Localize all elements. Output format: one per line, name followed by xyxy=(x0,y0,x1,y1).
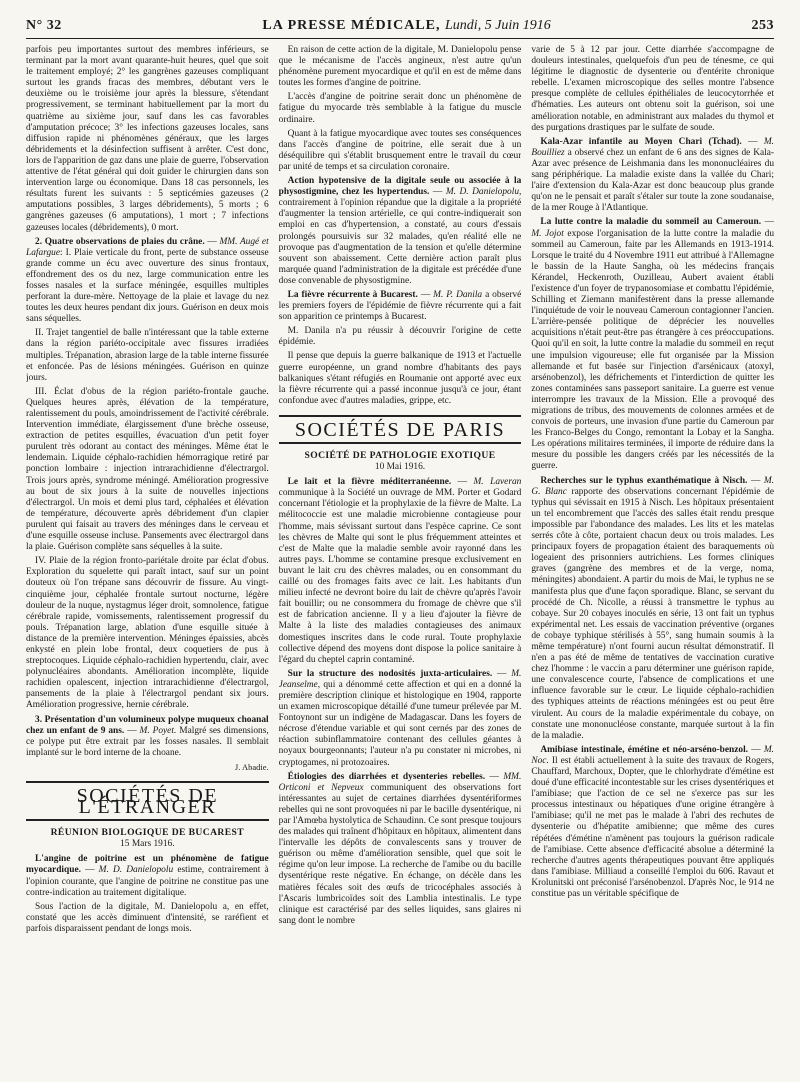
column-2 xyxy=(279,45,522,1075)
page-number: N° 32 xyxy=(26,18,62,33)
paragraph: Quant à la fatigue myocardique avec toutes ses conséquences dans l'accès d'angine de poitrine, elle serait due à un déséquilibre qui s'établit brusquement entre le travail du cœur par unité de temps et sa circulation coronaire. xyxy=(278,128,522,172)
paragraph: L'accès d'angine de poitrine serait donc un phénomène de fatigue du myocarde très semblable à la fatigue du muscle ordinaire. xyxy=(278,92,522,125)
paragraph: parfois peu importantes surtout des membres inférieurs, se terminant par la mort avant quarante-huit heures, quel que soit le traitement employé; 2° les gangrènes gazeuses compliquant surtout les grands fracas des membres, débutant vers le deuxième ou le troisième jour après la blessure, s'étendant progressivement, se terminant habituellement par la mort du quatrième au sixième jour, sauf dans les cas favorables d'amputation précoce; 3° les infections gazeuses locales, sans diffusion rapide ni phénomènes généraux, que les larges débridements et la désinfection suffisent à arrêter. C'est donc, lors de l'apparition de gaz dans une plaie de guerre, l'observation attentive de l'état général qui doit guider le chirurgien dans son intervention large ou économique. Dans 18 cas personnels, les résultats furent les suivants : 5 septicémies gazeuses (2 amputations possibles, 3 larges débridements), 5 morts ; 6 gangrènes gazeuses (6 amputations), 1 mort ; 7 infections gazeuses locales (débridements), 0 mort. xyxy=(26,45,269,233)
item-title: Action hypotensive de la digitale seule ou associée à la physostigmine, chez les hypertendus. xyxy=(278,176,522,198)
item-text: rapporte des observations concernant l'épidémie de typhus qui sévissait en 1915 à Nisch. Les hôpitaux présentaient un tel encombrement que l'accès des salles était rendu presque impossible par l'abondance des malades. Les lits et les matelas serrés côte à côte, portaient chacun deux ou trois malades. Les principaux foyers de propagation étaient des baraquements où logeaient des prisonniers autrichiens. Les formes cliniques graves (gangrène des membres et de la verge, noma, méningites) abondaient. A partir du mois de Mai, le typhus ne se manifesta plus que d'une façon sporadique. Blanc, se servant du procédé de Ch. Nicolle, a réussi à transmettre le typhus au cobaye. Sur 20 cobayes inoculés en série, 13 ont fait un typhus expérimental net. Les essais de vaccination préventive (organes de cobaye typhique stérilisés à 55°, sang humain soumis à la même température) n'ont fourni aucun résultat démonstratif. Il n'en a pas été de même de tentatives de vaccination curative chez l'homme : le vaccin a paru déterminer une guérison rapide, une convalescence courte, l'absence de complications et une influence favorable sur le cœur. Le liquide céphalo-rachidien des typhiques atteints de réactions méningées est ou peut être virulent. Au cours de la maladie expérimentale du cobaye, on constate une mononucléose constante, marquée surtout à la fin de la maladie. xyxy=(531,486,774,741)
society-name: SOCIÉTÉ DE PATHOLOGIE EXOTIQUE xyxy=(304,450,496,461)
item-title: La lutte contre la maladie du sommeil au Cameroun. xyxy=(540,217,762,228)
society-name: RÉUNION BIOLOGIQUE DE BUCAREST xyxy=(50,827,245,839)
item-author: M. Poyet. xyxy=(139,725,177,736)
item-text: , contrairement à l'opinion répandue que la digitale a la propriété d'augmenter la tension artérielle, ce qui contre-indiquerait son emploi en cas d'hypertension, a constaté, au cours d'essais prolongés poursuivis sur 32 malades, qu'en réalité elle ne provoque pas d'augmentation de la tension et qu'elle détermine souvent son abaissement. Cette dernière action paraît plus marquée quand l'administration de la digitale est précédée d'une dose convenable de physostigmine. xyxy=(278,187,522,286)
item-diarrhea: Étiologies des diarrhées et dysenteries rebelles. — MM. Orticoni et Nepveux communiquent des observations fort intéressantes au sujet de certaines diarrhées dysentériformes rebelles qui ne sont provoquées ni par le bacille dysentérique, ni par l'Amœba hystolytica de Schaudinn. Ce sont presque toujours des malades qui traînent d'hôpitaux en hôpitaux, alimentent dans l'intervalle les dépôts de convalescents sans y trouver de guérison ou même d'amélioration sensible, quel que soit le régime qu'on leur impose. La recherche de l'amibe ou du bacille dysentérique reste négative. En échange, on décèle dans les matières fécales soit des œufs de tricocéphales associés à l'Ascaris lumbricoïdes soit des Lamblia intestinalis. Le type clinique est caractérisé par des selles liquides, sans glaires ni sang dont le nombre xyxy=(278,771,522,926)
paragraph: IV. Plaie de la région fronto-pariétale droite par éclat d'obus. Exploration du squelette qui paraît intact, sauf sur un point douteux où l'on trépane sans découvrir de fissure. Au vingt-cinquième jour, céphalée frontale surtout nocturne, légère douleur de la nuque, nystagmus léger droit, somnolence, fatigue cérébrale rapide, vomissements, ralentissement progressif du pouls. Trépanation large, ablation d'une esquille située à distance de la première intervention. Méninges épaissies, abcès enkysté en plein lobe frontal, deux coquetiers de pus à streptocoques. Liquide céphalo-rachidien hypertendu, clair, avec polynucléaires abondants. Amélioration incomplète, liquide rachidien opalescent, injection intrarachidienne d'électrargol, pansements de la plaie à l'électrargol pendant six jours. Amélioration progressive, hernie cérébrale. xyxy=(26,556,269,711)
item-relapsing-fever: La fièvre récurrente à Bucarest. — M. P. Danila a observé les premiers foyers de l'épidémie de fièvre récurrente qui a fait son apparition ce printemps à Bucarest. xyxy=(278,289,522,323)
item-title: Sur la structure des nodosités juxta-articulaires. xyxy=(287,668,493,679)
item-text: Il est établi actuellement à la suite des travaux de Rogers, Chauffard, Marchoux, Dopter, que le chlorhydrate d'émétine est doué d'une efficacité incontestable sur les crises dysentériques et l'amibiase; que l'action de ce sel ne s'exerce pas sur les processus intestinaux ou hépatiques d'une origine étrangère à l'amibiase; qu'il ne met pas le malade à l'abri des rechutes de dysenterie ou d'hépatite amibienne; que même des cures répétées d'émétine n'amènent pas toujours la guérison radicale de l'amibiase. Cette absence d'efficacité absolue a déterminé la recherche d'autres agents thérapeutiques pouvant être appliqués dans l'amibiase. Milliaud a conseillé l'emploi du 606. Ravaut et Krolunitski ont préconisé l'arsénobenzol. D'après Noc, le 914 ne constitue pas un véritable spécifique de xyxy=(531,755,774,900)
item-skull-wounds: 2. Quatre observations de plaies du crâne. — MM. Augé et Lafargue: I. Plaie verticale du front, perte de substance osseuse grande comme un écu avec ouverture des sinus frontaux, effondrement des os du nez, large communication entre les fosses nasales et la surface méningée, esquilles multiples perforant la dure-mère. Nettoyage de la plaie et lavage du nez toutes les deux heures pendant dix jours. Guérison en deux mois sans séquelles. xyxy=(26,236,269,325)
item-title: L'angine de poitrine est un phénomène de fatigue myocardique. xyxy=(26,854,269,876)
item-polyp: 3. Présentation d'un volumineux polype muqueux choanal chez un enfant de 9 ans. — M. Poyet. Malgré ses dimensions, ce polype put être extrait par les fosses nasales. Il semblait implanté sur le bord interne de la choane. xyxy=(26,714,269,758)
item-angina: L'angine de poitrine est un phénomène de fatigue myocardique. — M. D. Danielopolu estime, contrairement à l'opinion courante, que l'angine de poitrine ne constitue pas une contre-indication au traitement digitalique. xyxy=(26,854,269,898)
item-sleeping-sickness: La lutte contre la maladie du sommeil au Cameroun. — M. Jojot expose l'organisation de la lutte contre la maladie du sommeil au Cameroun, faite par les Allemands en 1913-1914. Lorsque le traité du 4 Novembre 1911 eut attribué à l'Allemagne le bassin de la Haute Sangha, où les médecins français Kérandel, Heckenroth, Ouzilleau, Aubert avaient établi l'existence d'un foyer de trypanosomiase et combattu l'épidémie, Schilling et Ziemann manifestèrent dans la presse allemande l'inquiétude de voir le nouveau Cameroun contagionner l'ancien. L'arrière-pensée politique de déprécier les nouvelles acquisitions n'était peut-être pas étrangère à ces préoccupations. Quoi qu'il en soit, la lutte contre la maladie du sommeil en reçut une impulsion vigoureuse; elle fut organisée par la Mission allemande et fut basée sur l'injection d'arsénicaux (atoxyl, arsénobenzol), les défrichements et l'interdiction de quitter les zones contaminées sans passeport sanitaire. La guerre est venue interrompre les travaux de la Mission. Elle a provoqué des migrations de tribus, des mouvements de colonnes armées et de convois de porteurs, une invasion d'une partie du Cameroun par les Franco-Belges du Congo, remontant la Lobay et la Sangha. Les opérations militaires terminées, il importe de réduire dans la mesure du possible les dangers créés par les nécessités de la guerre. xyxy=(531,217,774,472)
item-title: Le lait et la fièvre méditerranéenne. xyxy=(287,477,452,488)
column-1 xyxy=(26,45,269,1075)
paragraph: III. Éclat d'obus de la région pariéto-frontale gauche. Quelques heures après, élévation de la température, ralentissement du pouls, amoindrissement de l'activité cérébrale. Intervention immédiate, élargissement d'une brèche osseuse, extraction de petites esquilles, évacuation d'un petit foyer purulent très odorant au contact des méninges. Même état le lendemain. Liquide céphalo-rachidien hémorragique retiré par ponction lombaire : injection intrarachidienne d'électrargol. Trois jours après, syndrome méningé. Amélioration progressive au bout de six jours à la suite de nouvelles injections d'électrargol. Un mois et demi plus tard, céphalées et élévation de température, découverte après débridement d'un clapier purulent qui faisait au travers des méninges dans le cerveau et d'une esquille osseuse incluse. Pansements avec électrargol dans la plaie. Guérison complète sans séquelles à la suite. xyxy=(26,386,269,553)
item-nodosities: Sur la structure des nodosités juxta-articulaires. — M. Jeanselme, qui a dénommé cette affection et qui en a donné la première description clinique et histologique en 1904, rapporte un examen microscopique détaillé d'une tumeur prélevée par M. Fontoynont sur un indigène de Madagascar. Dans les foyers de nécrose d'étendue variable et qui sont cernés par des zones de réaction subinflammatoire contenant des cellules géantes à noyaux bourgeonnants; l'auteur n'a pu constater ni microbes, ni cryptogames, ni protozoaires. xyxy=(278,668,522,768)
paragraph: M. Danila n'a pu réussir à découvrir l'origine de cette épidémie. xyxy=(278,326,522,348)
section-title: SOCIÉTÉS DE L'ÉTRANGER xyxy=(26,781,269,821)
column-3 xyxy=(531,45,774,1075)
society-date: 15 Mars 1916. xyxy=(120,839,175,850)
item-title: Étiologies des diarrhées et dysenteries rebelles. xyxy=(287,771,486,782)
item-author: M. Jojot xyxy=(531,228,564,239)
page-header xyxy=(26,18,774,39)
item-author: M. D. Danielopolu xyxy=(98,865,174,876)
paragraph: Il pense que depuis la guerre balkanique de 1913 et l'actuelle guerre européenne, un grand nombre d'habitants des pays balkaniques s'étant réfugiés en Roumanie ont apporté avec eux la fièvre récurrente qui a passé inconnue jusqu'à ce jour, étant confondue avec d'autres maladies, grippe, etc. xyxy=(278,351,522,406)
item-text: communique à la Société un ouvrage de MM. Porter et Godard concernant l'étiologie et la prophylaxie de la fièvre de Malte. La mélitococcie est une maladie microbienne contagieuse pour l'homme, mais sévissant surtout dans l'espèce caprine. Ce sont les chèvres de Malte qui sont le plus fréquemment atteintes et c'est de Malte que la maladie semble avoir rayonné dans les autres pays. L'homme se contamine presque exclusivement en buvant le lait cru des chèvres malades, ou en consommant du caillé ou des fromages faits avec ce lait. Les habitants d'un milieu infecté ne devront boire du lait de chèvre qu'après l'avoir fait bouillir; ou ne consommera du fromage de chèvre que s'il est de fabrication ancienne. Il y a lieu d'ajouter la fièvre de Malte à la liste des maladies contagieuses des animaux domestiques inscrites dans le code rural. Toute prophylaxie collective dépend des moyens dont dispose la police sanitaire à l'égard du cheptel caprin contaminé. xyxy=(278,488,522,665)
item-text: a observé chez un enfant de 6 ans des signes de Kala-Azar avec présence de Leishmania dans les mononucléaires du sang périphérique. La maladie existe dans la vallée du Chari; l'aire d'extension du Kala-Azar est donc beaucoup plus grande qu'on ne le pensait et paraît s'étaler sur toute la zone soudanaise, de la mer Rouge à l'Atlantique. xyxy=(531,147,774,214)
item-author: MM. Augé et Lafargue xyxy=(26,236,269,258)
item-author: M. Bouilliez xyxy=(531,136,774,158)
item-milk-fever: Le lait et la fièvre méditerranéenne. — M. Laveran communique à la Société un ouvrage de MM. Porter et Godard concernant l'étiologie et la prophylaxie de la fièvre de Malte. La mélitococcie est une maladie microbienne contagieuse pour l'homme, mais sévissant surtout dans l'espèce caprine. Ce sont les chèvres de Malte qui sont le plus fréquemment atteintes et c'est de Malte que la maladie semble avoir rayonné dans les autres pays. L'homme se contamine presque exclusivement en buvant le lait cru des chèvres malades, ou en consommant du caillé ou des fromages faits avec ce lait. Les habitants d'un milieu infecté ne devront boire du lait de chèvre qu'après l'avoir fait bouillir; ou ne consommera du fromage de chèvre que s'il est de fabrication ancienne. Il y a lieu d'ajouter la fièvre de Malte à la liste des maladies contagieuses des animaux domestiques inscrites dans le code rural. Toute prophylaxie collective dépend des moyens dont dispose la police sanitaire à l'égard du cheptel caprin contaminé. xyxy=(278,477,522,665)
paragraph: Sous l'action de la digitale, M. Danielopolu a, en effet, constaté que les accès diminuent d'intensité, se raréfient et parfois disparaissent pendant de longs mois. xyxy=(26,901,269,934)
item-author: MM. Orticoni et Nepveux xyxy=(278,771,522,793)
item-text: : I. Plaie verticale du front, perte de substance osseuse grande comme un écu avec ouverture des sinus frontaux, effondrement des os du nez, large communication entre les fosses nasales et la surface méningée, esquilles multiples perforant la dure-mère. Nettoyage de la plaie et lavage du nez toutes les deux heures pendant dix jours. Guérison en deux mois sans séquelles. xyxy=(26,247,269,325)
item-text: , qui a dénommé cette affection et qui en a donné la première description clinique et histologique en 1904, rapporte un examen microscopique détaillé d'une tumeur prélevée par M. Fontoynont sur un indigène de Madagascar. Dans les foyers de nécrose d'étendue variable et qui sont cernés par des zones de réaction subinflammatoire contenant des cellules géantes à noyaux bourgeonnants; l'auteur n'a pu constater ni microbes, ni cryptogames, ni protozoaires. xyxy=(278,679,522,768)
item-text: expose l'organisation de la lutte contre la maladie du sommeil au Cameroun, faite par les Allemands en 1913-1914. Lorsque le traité du 4 Novembre 1911 eut attribué à l'Allemagne le bassin de la Haute Sangha, où les médecins français Kérandel, Heckenroth, Ouzilleau, Aubert avaient établi l'existence d'un foyer de trypanosomiase et combattu l'épidémie, Schilling et Ziemann manifestèrent dans la presse allemande l'inquiétude de voir le nouveau Cameroun contagionner l'ancien. L'arrière-pensée politique de déprécier les nouvelles acquisitions n'était peut-être pas étrangère à ces préoccupations. Quoi qu'il en soit, la lutte contre la maladie du sommeil en reçut une impulsion vigoureuse; elle fut organisée par la Mission allemande et fut basée sur l'injection d'arsénicaux (atoxyl, arsénobenzol), les défrichements et l'interdiction de quitter les zones contaminées sans passeport sanitaire. La guerre est venue interrompre les travaux de la Mission. Elle a provoqué des migrations de tribus, des mouvements de colonnes armées et de convois de porteurs, une invasion d'une partie du Cameroun par les Franco-Belges du Congo, remontant la Lobay et la Sangha. Les opérations militaires terminées, il importe de réduire dans la mesure du possible les dangers créés par les nécessités de la guerre. xyxy=(531,228,774,472)
item-kala-azar: Kala-Azar infantile au Moyen Chari (Tchad). — M. Bouilliez a observé chez un enfant de 6 ans des signes de Kala-Azar avec présence de Leishmania dans les mononucléaires du sang périphérique. La maladie existe dans la vallée du Chari; l'aire d'extension du Kala-Azar est donc beaucoup plus grande qu'on ne le pensait et paraît s'étaler sur toute la zone soudanaise, de la mer Rouge à l'Atlantique. xyxy=(531,136,774,214)
journal-title xyxy=(262,18,550,34)
item-text: Malgré ses dimensions, ce polype put être extrait par les fosses nasales. Il semblait implanté sur le bord interne de la choane. xyxy=(26,725,269,758)
signature: J. Abadie. xyxy=(234,761,269,772)
section-title: SOCIÉTÉS DE PARIS xyxy=(279,415,522,444)
item-author: M. Laveran xyxy=(473,477,522,488)
paragraph: II. Trajet tangentiel de balle n'intéressant que la table externe dans la région pariéto-occipitale avec fissures irradiées multiples. Trépanation, abrasion large de la table interne fissurée et enfoncée. Pas de lésions méningées. Guérison en quinze jours. xyxy=(26,328,269,383)
issue-date: Lundi, 5 Juin 1916 xyxy=(445,18,551,33)
item-author: M. P. Danila xyxy=(433,289,483,300)
item-amibiasis: Amibiase intestinale, émétine et néo-arséno-benzol. — M. Noc. Il est établi actuellement à la suite des travaux de Rogers, Chauffard, Marchoux, Dopter, que le chlorhydrate d'émétine est doué d'une efficacité incontestable sur les crises dysentériques et l'amibiase; que l'action de ce sel ne s'exerce pas sur les processus intestinaux ou hépatiques d'une origine étrangère à l'amibiase; qu'il ne met pas le malade à l'abri des rechutes de dysenterie ou d'hépatite amibienne; que même des cures répétées d'émétine n'amènent pas toujours la guérison radicale de l'amibiase. Cette absence d'efficacité absolue a déterminé la recherche d'autres agents thérapeutiques pouvant être appliqués dans l'amibiase. Milliaud a conseillé l'emploi du 606. Ravaut et Krolunitski ont préconisé l'arsénobenzol. D'après Noc, le 914 ne constitue pas un véritable spécifique de xyxy=(531,744,774,900)
item-title: Amibiase intestinale, émétine et néo-arséno-benzol. xyxy=(540,744,749,755)
folio-number: 253 xyxy=(751,18,774,33)
paragraph: varie de 5 à 12 par jour. Cette diarrhée s'accompagne de douleurs intestinales, quelquefois d'un peu de ténesme, ce qui légitime le diagnostic de dysenterie ou d'entérite chronique rebelle. L'examen microscopique des selles montre l'absence presque complète de cellules épithéliales de leucocytorrhée et d'hématies. Les auteurs ont obtenu soit la guérison, soi une amélioration notable, en administrant aux malades du thymol et des purgations drastiques par le sulfate de soude. xyxy=(531,45,774,133)
item-text: estime, contrairement à l'opinion courante, que l'angine de poitrine ne constitue pas une contre-indication au traitement digitalique. xyxy=(26,865,269,898)
item-author: M. G. Blanc xyxy=(531,475,774,497)
item-title: Kala-Azar infantile au Moyen Chari (Tchad). xyxy=(540,136,742,147)
item-typhus: Recherches sur le typhus exanthématique à Nisch. — M. G. Blanc rapporte des observations concernant l'épidémie de typhus qui sévissait en 1915 à Nisch. Les hôpitaux présentaient un tel encombrement que l'accès des salles était rendu presque impossible par l'abondance des malades. Les lits et les matelas serrés côte à côte, portaient chacun deux ou trois malades. Les principaux foyers de propagation étaient des baraquements où logeaient des prisonniers autrichiens. Les formes cliniques graves (gangrène des membres et de la verge, noma, méningites) abondaient. A partir du mois de Mai, le typhus ne se manifesta plus que d'une façon sporadique. Blanc, se servant du procédé de Ch. Nicolle, a réussi à transmettre le typhus au cobaye. Sur 20 cobayes inoculés en série, 13 ont fait un typhus expérimental net. Les essais de vaccination préventive (organes de cobaye typhique stérilisés à 55°, sang humain soumis à la même température) n'ont fourni aucun résultat démonstratif. Il n'en a pas été de même de tentatives de vaccination curative chez l'homme : le vaccin a paru déterminer une guérison rapide, une convalescence courte, l'absence de complications et une influence favorable sur le cœur. Le liquide céphalo-rachidien des typhiques atteints de réactions méningées est ou peut être virulent. Au cours de la maladie expérimentale du cobaye, on constate une mononucléose constante, marquée surtout à la fin de la maladie. xyxy=(531,475,774,741)
item-author: M. Jeanselme xyxy=(278,668,522,690)
society-date: 10 Mai 1916. xyxy=(374,462,426,473)
item-title: 2. Quatre observations de plaies du crâne. xyxy=(35,236,205,247)
item-author: M. Noc. xyxy=(531,744,774,766)
item-digitalis: Action hypotensive de la digitale seule ou associée à la physostigmine, chez les hypertendus. — M. D. Danielopolu, contrairement à l'opinion répandue que la digitale a la propriété d'augmenter la tension artérielle, ce qui contre-indiquerait son emploi en cas d'hypertension, a constaté, au cours d'essais prolongés poursuivis sur 32 malades, qu'en réalité elle ne provoque pas d'augmentation de la tension et qu'elle détermine souvent son abaissement. Cette dernière action paraît plus marquée quand l'administration de la digitale est précédée d'une dose convenable de physostigmine. xyxy=(278,176,522,286)
item-title: La fièvre récurrente à Bucarest. xyxy=(287,289,418,300)
paragraph: En raison de cette action de la digitale, M. Danielopolu pense que le mécanisme de l'accès angineux, n'est autre qu'un phénomène purement myocardique et qu'il en est de même dans toutes les formes d'angine de poitrine. xyxy=(278,45,522,89)
item-title: 3. Présentation d'un volumineux polype muqueux choanal chez un enfant de 9 ans. xyxy=(26,714,269,736)
item-text: a observé les premiers foyers de l'épidémie de fièvre récurrente qui a fait son apparition ce printemps à Bucarest. xyxy=(278,289,522,323)
item-text: communiquent des observations fort intéressantes au sujet de certaines diarrhées dysentériformes rebelles qui ne sont provoquées ni par le bacille dysentérique, ni par l'Amœba hystolytica de Schaudinn. Ce sont presque toujours des malades qui traînent d'hôpitaux en hôpitaux, alimentent dans l'intervalle les dépôts de convalescents sans y trouver de guérison ou même d'amélioration sensible, quel que soit le régime qu'on leur impose. La recherche de l'amibe ou du bacille dysentérique reste négative. En échange, on décèle dans les matières fécales soit des œufs de tricocéphales associés à l'Ascaris lumbricoïdes soit des Lamblia intestinalis. Le type clinique est caractérisé par des selles liquides, sans glaires ni sang dont le nombre xyxy=(278,782,522,926)
item-author: M. D. Danielopolu xyxy=(445,187,520,198)
text-columns xyxy=(26,45,774,1075)
item-title: Recherches sur le typhus exanthématique à Nisch. xyxy=(540,475,748,486)
journal-name: LA PRESSE MÉDICALE, xyxy=(262,18,441,33)
